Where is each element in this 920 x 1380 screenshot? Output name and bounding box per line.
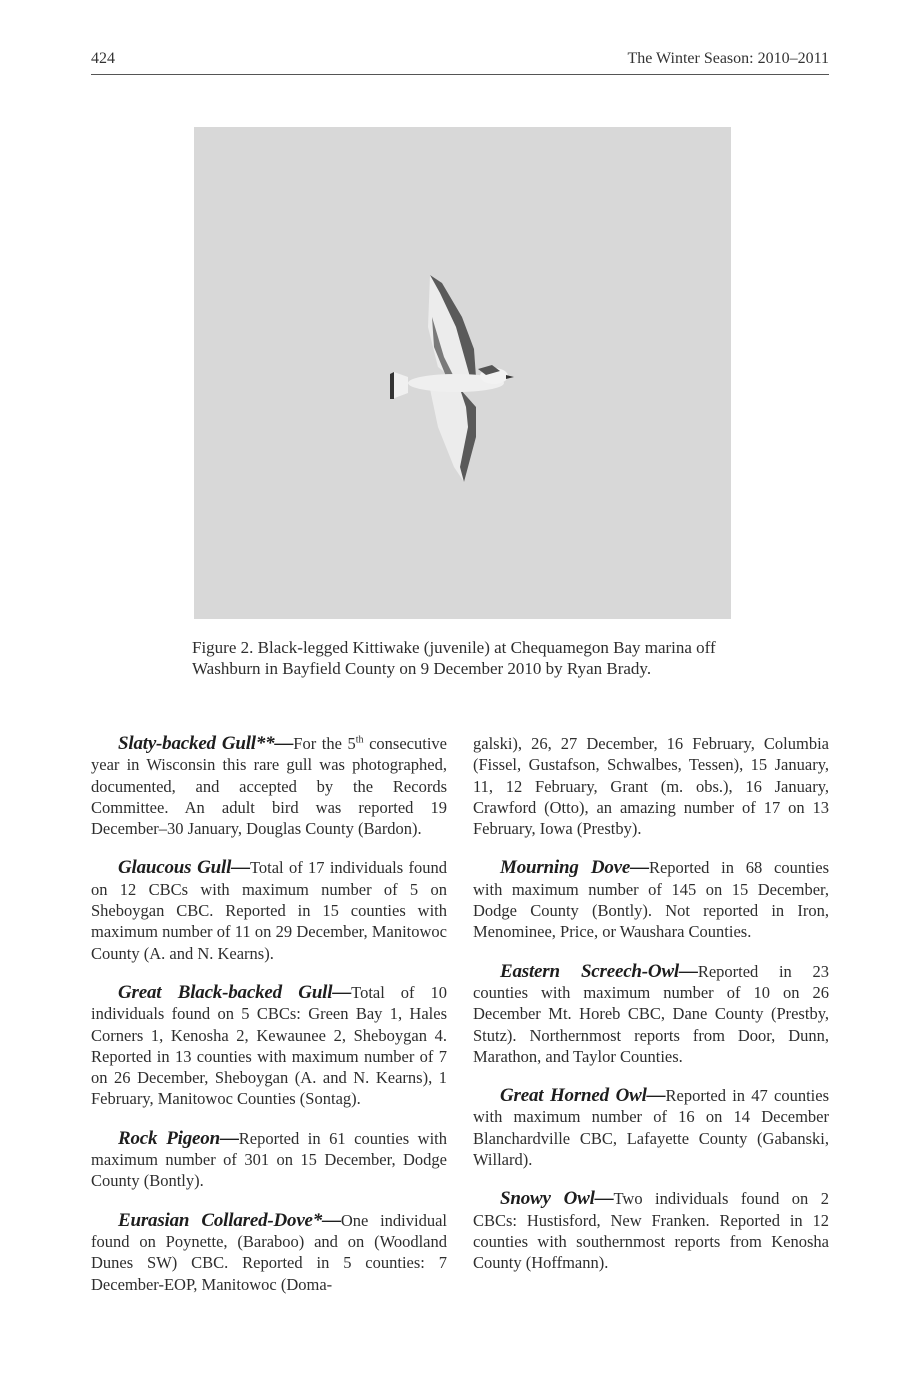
running-header — [91, 50, 829, 75]
bird-in-flight-image — [194, 127, 731, 619]
entry-mourning-dove: Mourning Dove—Reported in 68 counties with maximum number of 145 on 15 December, Dodge County (Bontly). Not reported in Iron, Menominee, Price, or Waushara Counties. — [473, 857, 829, 942]
figure-photo-kittiwake — [194, 127, 731, 619]
page-number: 424 — [91, 50, 115, 67]
left-column — [91, 733, 447, 1313]
species-name: Eurasian Collared-Dove*— — [118, 1209, 341, 1231]
running-title: The Winter Season: 2010–2011 — [627, 50, 829, 67]
entry-great-horned-owl: Great Horned Owl—Reported in 47 counties with maximum number of 16 on 14 December Blanchardville CBC, Lafayette County (Gabanski, Willard). — [473, 1085, 829, 1170]
entry-eurasian-collared-dove: Eurasian Collared-Dove*—One individual found on Poynette, (Baraboo) and on (Woodland Dunes SW) CBC. Reported in 5 counties: 7 December-EOP, Manitowoc (Doma- — [91, 1209, 448, 1294]
figure-caption: Figure 2. Black-legged Kittiwake (juvenile) at Chequamegon Bay marina off Washburn in Bayfield County on 9 December 2010 by Ryan Brady. — [192, 638, 716, 678]
species-name: Eastern Screech-Owl— — [500, 960, 698, 982]
species-name: Great Black-backed Gull— — [118, 981, 352, 1003]
entry-rock-pigeon: Rock Pigeon—Reported in 61 counties with maximum number of 301 on 15 December, Dodge County (Bontly). — [91, 1127, 447, 1191]
entry-snowy-owl: Snowy Owl—Two individuals found on 2 CBCs: Hustisford, New Franken. Reported in 12 counties with southernmost reports from Kenosha County (Hoffmann). — [473, 1188, 829, 1273]
entry-eastern-screech-owl: Eastern Screech-Owl—Reported in 23 counties with maximum number of 10 on 26 December Mt. Horeb CBC, Dane County (Prestby, Stutz). Northernmost reports from Door, Dunn, Marathon, and Taylor Counties. — [473, 960, 829, 1066]
entry-continuation: galski), 26, 27 December, 16 February, Columbia (Fissel, Gustafson, Schwalbes, Tessen), 15 January, 11, 12 February, Grant (m. obs.), 16 January, Crawford (Otto), an amazing number of 17 on 13 February, Iowa (Prestby). — [473, 734, 829, 839]
species-name: Mourning Dove— — [500, 857, 649, 879]
right-column — [473, 733, 829, 1292]
species-name: Slaty-backed Gull**— — [118, 733, 294, 754]
entry-slaty-backed-gull: Slaty-backed Gull**—For the 5th consecutive year in Wisconsin this rare gull was photographed, documented, and accepted by the Records Committee. An adult bird was reported 19 December–30 January, Douglas County (Bardon). — [91, 733, 447, 839]
entry-great-black-backed-gull: Great Black-backed Gull—Total of 10 individuals found on 5 CBCs: Green Bay 1, Hales Corners 1, Kenosha 2, Kewaunee 2, Sheboygan 4. Reported in 13 counties with maximum number of 7 on 26 December, Sheboygan (A. and N. Kearns), 1 February, Manitowoc Counties (Sontag). — [91, 981, 447, 1109]
species-name: Glaucous Gull— — [118, 857, 250, 879]
species-name: Rock Pigeon— — [118, 1127, 239, 1149]
species-name: Snowy Owl— — [500, 1188, 614, 1210]
entry-glaucous-gull: Glaucous Gull—Total of 17 individuals found on 12 CBCs with maximum number of 5 on Sheboygan CBC. Reported in 15 counties with maximum number of 11 on 29 December, Manitowoc County (A. and N. Kearns). — [91, 857, 447, 963]
species-name: Great Horned Owl— — [500, 1085, 666, 1107]
